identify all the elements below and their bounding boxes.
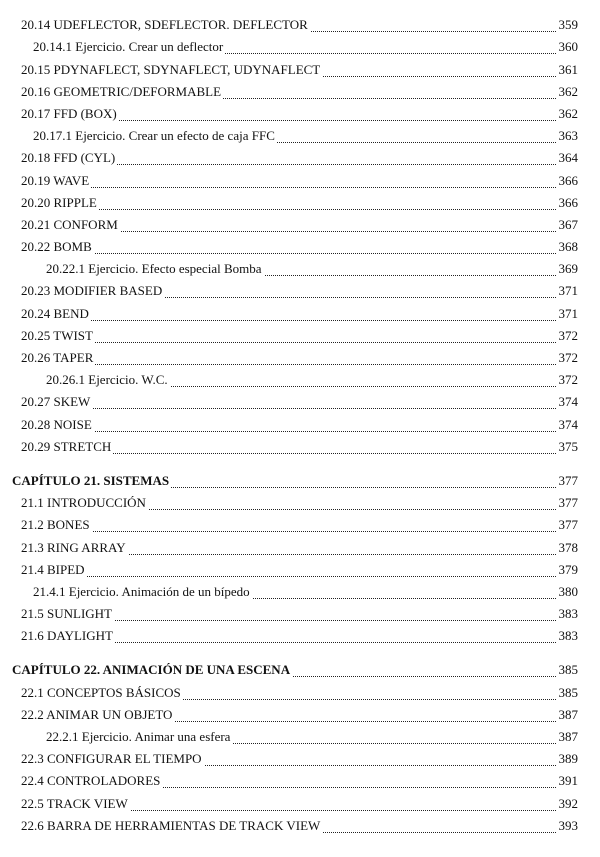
toc-entry-title: 20.15 PDYNAFLECT, SDYNAFLECT, UDYNAFLECT [21,61,321,77]
toc-entry [0,325,600,347]
toc-entry-title: 20.27 SKEW [21,394,91,410]
toc-entry-page: 379 [558,561,578,577]
toc-entry-title: 20.23 MODIFIER BASED [21,283,163,299]
toc-entry [0,192,600,214]
toc-entry-title: 22.2.1 Ejercicio. Animar una esfera [46,729,231,744]
toc-entry [0,815,600,837]
toc-entry [0,770,600,792]
toc-entry [0,36,600,58]
dot-leader [21,576,578,577]
toc-entry-title: 22.5 TRACK VIEW [21,795,128,811]
toc-entry [0,681,600,703]
toc-entry [0,792,600,814]
toc-entry-page: 371 [558,305,578,321]
toc-entry-page: 363 [558,128,578,144]
toc-chapter-heading [0,470,600,492]
toc-entry [0,103,600,125]
dot-leader [21,364,578,365]
toc-entry [0,169,600,191]
toc-entry-title: 20.26 TAPER [21,350,94,365]
toc-entry-page: 377 [558,472,578,488]
toc-entry-page: 383 [558,606,578,622]
toc-entry-page: 364 [558,150,578,166]
toc-entry-title: 22.1 CONCEPTOS BÁSICOS [21,684,181,700]
toc-entry [0,391,600,413]
toc-entry [0,214,600,236]
toc-entry-page: 378 [558,539,578,555]
toc-entry [0,726,600,748]
toc-entry [0,369,600,391]
toc-entry [0,559,600,581]
dot-leader [21,431,578,432]
toc-entry-page: 387 [558,729,578,744]
toc-entry-page: 385 [558,684,578,700]
toc-entry [0,81,600,103]
toc-chapter-heading [0,659,600,681]
toc-entry-page: 389 [558,751,578,767]
toc-entry [0,536,600,558]
toc-entry-title: 22.2 ANIMAR UN OBJETO [21,706,173,722]
toc-entry [0,603,600,625]
dot-leader [21,320,578,321]
toc-entry-title: 20.20 RIPPLE [21,194,97,210]
toc-entry-page: 387 [558,706,578,722]
toc-entry-title: 20.25 TWIST [21,327,93,343]
toc-entry-title: 20.18 FFD (CYL) [21,150,116,166]
toc-entry-page: 362 [558,83,578,99]
toc-entry-page: 372 [558,372,578,388]
toc-entry [0,704,600,726]
toc-entry [0,436,600,458]
toc-entry-page: 380 [558,583,578,599]
toc-entry-page: 362 [558,105,578,121]
toc-entry-title: 20.21 CONFORM [21,216,118,232]
chapter-gap [0,458,600,470]
toc-entry-page: 375 [558,438,578,454]
toc-entry-title: 20.17.1 Ejercicio. Crear un efecto de caja FFC [33,128,275,144]
toc-entry-page: 374 [558,394,578,410]
toc-entry [0,280,600,302]
toc-entry-title: 20.14.1 Ejercicio. Crear un deflector [33,39,224,55]
toc-entry [0,14,600,36]
toc-entry-page: 393 [558,817,578,833]
dot-leader [21,187,578,188]
toc-entry-title: 20.29 STRETCH [21,438,112,454]
toc-entry [0,514,600,536]
toc-entry-title: 20.22.1 Ejercicio. Efecto especial Bomba [46,261,262,277]
toc-entry-title: 21.6 DAYLIGHT [21,628,113,644]
dot-leader [21,408,578,409]
toc-entry-title: 22.4 CONTROLADORES [21,773,161,789]
toc-entry [0,413,600,435]
toc-entry-page: 366 [558,194,578,210]
dot-leader [21,209,578,210]
toc-entry-page: 360 [558,39,578,55]
toc-entry-page: 377 [558,495,578,511]
toc-entry [0,147,600,169]
toc-entry-page: 366 [558,172,578,188]
toc-entry-page: 361 [558,61,578,77]
toc-entry-title: 20.22 BOMB [21,239,92,255]
toc-entry-page: 391 [558,773,578,789]
toc-entry-page: 371 [558,283,578,299]
toc-entry [0,236,600,258]
toc-entry [0,347,600,369]
toc-entry-page: 372 [558,350,578,365]
toc-entry-page: 392 [558,795,578,811]
toc-entry-title: 20.16 GEOMETRIC/DEFORMABLE [21,83,222,99]
toc-entry [0,581,600,603]
toc-entry-title: 20.19 WAVE [21,172,90,188]
toc-entry-page: 359 [558,17,578,33]
toc-entry-title: 21.2 BONES [21,517,90,533]
toc-entry [0,258,600,280]
toc-entry-page: 383 [558,628,578,644]
toc-entry-page: 369 [558,261,578,277]
dot-leader [21,253,578,254]
toc-entry [0,302,600,324]
toc-entry-title: CAPÍTULO 21. SISTEMAS [12,472,170,488]
toc-entry-title: CAPÍTULO 22. ANIMACIÓN DE UNA ESCENA [12,662,291,678]
toc-entry-page: 368 [558,239,578,255]
toc-entry-title: 20.14 UDEFLECTOR, SDEFLECTOR. DEFLECTOR [21,17,308,33]
toc-entry [0,625,600,647]
toc-entry-page: 377 [558,517,578,533]
toc-entry-title: 20.28 NOISE [21,416,92,432]
toc-entry [0,748,600,770]
table-of-contents [0,14,600,837]
toc-entry-title: 21.4 BIPED [21,561,85,577]
toc-entry-title: 22.6 BARRA DE HERRAMIENTAS DE TRACK VIEW [21,817,321,833]
toc-entry-title: 20.24 BEND [21,305,89,321]
chapter-gap [0,647,600,659]
dot-leader [21,531,578,532]
toc-entry [0,125,600,147]
toc-entry-title: 20.26.1 Ejercicio. W.C. [46,372,168,388]
toc-entry-title: 22.3 CONFIGURAR EL TIEMPO [21,751,202,767]
toc-entry-page: 374 [558,416,578,432]
toc-entry [0,58,600,80]
toc-entry-title: 21.3 RING ARRAY [21,539,126,555]
toc-entry-page: 385 [558,662,578,678]
dot-leader [21,342,578,343]
toc-entry-page: 372 [558,327,578,343]
toc-entry-title: 21.5 SUNLIGHT [21,606,112,622]
toc-entry-title: 21.1 INTRODUCCIÓN [21,495,146,511]
toc-entry [0,492,600,514]
toc-entry-page: 367 [558,216,578,232]
toc-entry-title: 20.17 FFD (BOX) [21,105,117,121]
toc-entry-title: 21.4.1 Ejercicio. Animación de un bípedo [33,583,250,599]
